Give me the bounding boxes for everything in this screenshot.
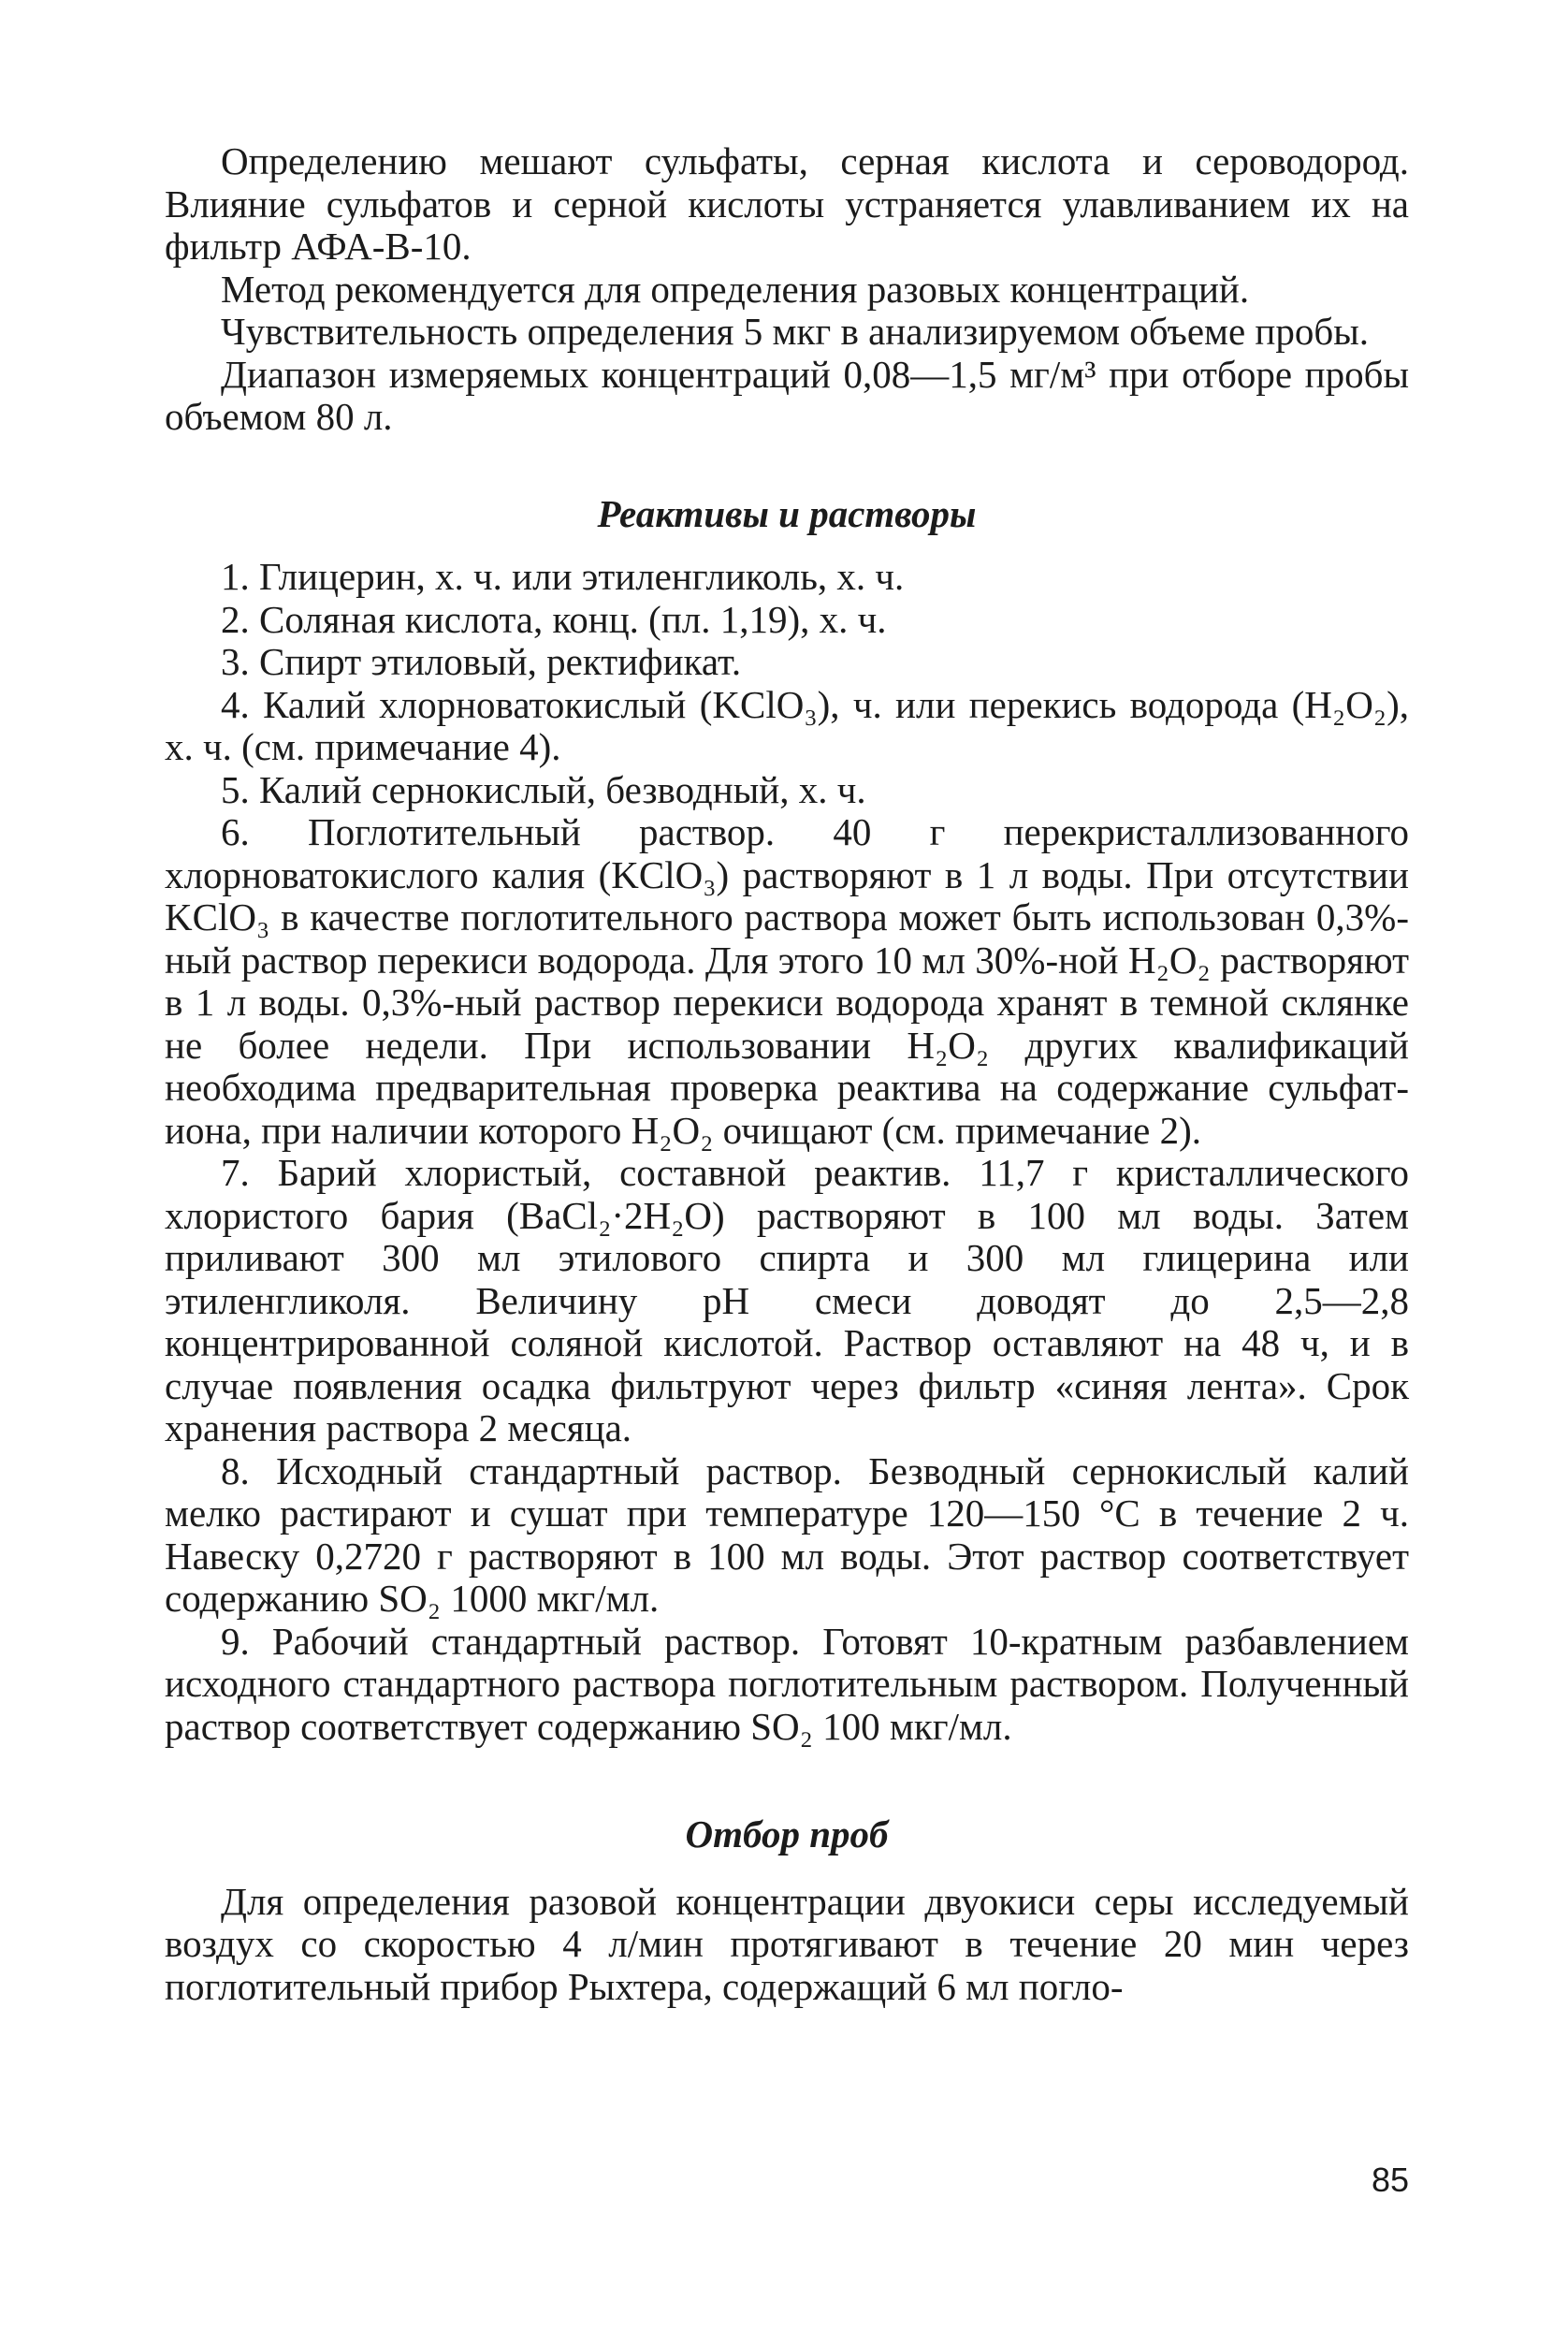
page-number: 85	[1371, 2161, 1409, 2199]
list-item: 7. Барий хлористый, составной реактив. 11,7 г кристаллического хлористого бария (BaCl₂·2H₂O) растворяют в 100 мл воды. Затем приливают 300 мл этилового спирта и 300 мл глицерина или этиленгликоля. Величину pH смеси доводят до 2,5—2,8 концентрированной соляной кислотой. Раствор оставляют на 48 ч, и в случае появления осадка фильтруют через фильтр «синяя лента». Срок хранения раствора 2 месяца.	[165, 1151, 1409, 1449]
list-item: 6. Поглотительный раствор. 40 г перекристаллизованного хлорноватокислого калия (KClO₃) растворяют в 1 л воды. При отсутствии KClO₃ в качестве поглотительного раствора может быть использован 0,3%-ный раствор перекиси водорода. Для этого 10 мл 30%-ной H₂O₂ растворяют в 1 л воды. 0,3%-ный раствор перекиси водорода хранят в темной склянке не более недели. При использовании H₂O₂ других квалификаций необходима предварительная проверка реактива на содержание сульфат-иона, при наличии которого H₂O₂ очищают (см. примечание 2).	[165, 810, 1409, 1152]
intro-paragraph-sensitivity: Чувствительность определения 5 мкг в анализируемом объеме пробы.	[221, 310, 1370, 353]
list-item: 4. Калий хлорноватокислый (KClO₃), ч. или перекись водорода (H₂O₂), х. ч. (см. примечание 4).	[165, 682, 1409, 768]
list-item: 8. Исходный стандартный раствор. Безводный сернокислый калий мелко растирают и сушат при температуре 120—150 °С в течение 2 ч. Навеску 0,2720 г растворяют в 100 мл воды. Этот раствор соответствует содержанию SO₂ 1000 мкг/мл.	[165, 1448, 1409, 1620]
section-heading-sampling: Отбор проб	[685, 1812, 889, 1855]
list-item: 2. Соляная кислота, конц. (пл. 1,19), х. ч.	[221, 597, 887, 641]
intro-paragraph-method: Метод рекомендуется для определения разовых концентраций.	[221, 267, 1250, 311]
reagents-list	[165, 556, 1409, 1748]
page-body	[165, 140, 1409, 2008]
section-heading-reagents: Реактивы и растворы	[597, 491, 977, 535]
intro-paragraph-interference: Определению мешают сульфаты, серная кислота и сероводород. Влияние сульфатов и серной кислоты устраняется улавливанием их на фильтр АФА-В-10.	[165, 139, 1409, 268]
list-item: 9. Рабочий стандартный раствор. Готовят 10-кратным разбавлением исходного стандартного раствора поглотительным раствором. Полученный раствор соответствует содержанию SO₂ 100 мкг/мл.	[165, 1619, 1409, 1748]
intro-paragraph-range: Диапазон измеряемых концентраций 0,08—1,5 мг/м³ при отборе пробы объемом 80 л.	[165, 352, 1409, 438]
list-item: 1. Глицерин, х. ч. или этиленгликоль, х. ч.	[221, 555, 905, 598]
list-item: 5. Калий сернокислый, безводный, х. ч.	[221, 767, 866, 811]
sampling-paragraph: Для определения разовой концентрации двуокиси серы исследуемый воздух со скоростью 4 л/мин протягивают в течение 20 мин через поглотительный прибор Рыхтера, содержащий 6 мл погло-	[165, 1879, 1409, 2008]
list-item: 3. Спирт этиловый, ректификат.	[221, 640, 742, 683]
